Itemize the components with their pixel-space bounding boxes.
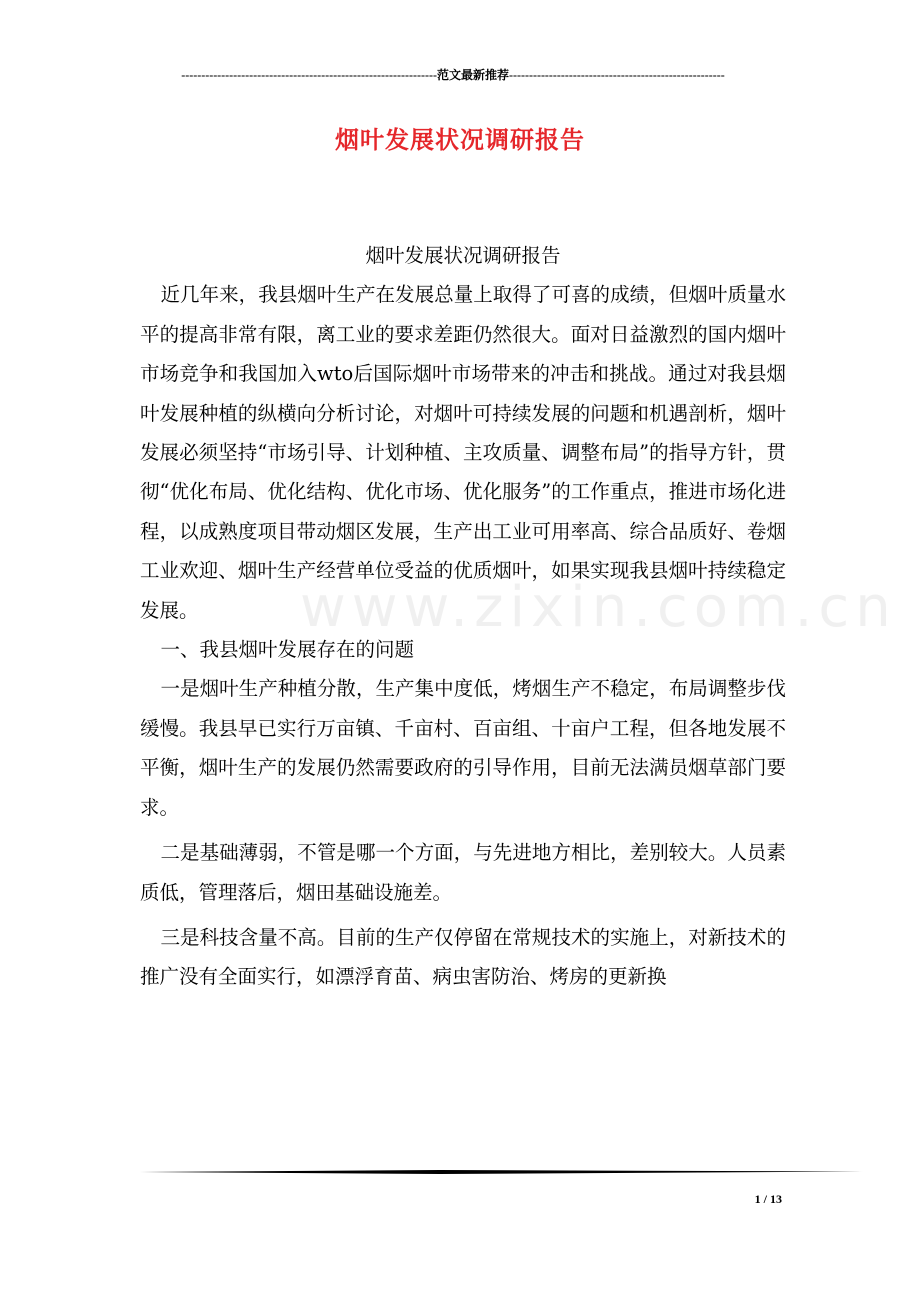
document-body bbox=[140, 236, 786, 997]
body-subtitle: 烟叶发展状况调研报告 bbox=[365, 244, 561, 267]
paragraph-intro: 近几年来，我县烟叶生产在发展总量上取得了可喜的成绩，但烟叶质量水平的提高非常有限，离工业的要求差距仍然很大。面对日益激烈的国内烟叶市场竞争和我国加入wto后国际烟叶市场带来的冲击和挑战。通过对我县烟叶发展种植的纵横向分析讨论，对烟叶可持续发展的问题和机遇剖析，烟叶发展必须坚持“市场引导、计划种植、主攻质量、调整布局”的指导方针，贯彻“优化布局、优化结构、优化市场、优化服务”的工作重点，推进市场化进程，以成熟度项目带动烟区发展，生产出工业可用率高、综合品质好、卷烟工业欢迎、烟叶生产经营单位受益的优质烟叶，如果实现我县烟叶持续稳定发展。 bbox=[140, 283, 786, 622]
section-heading: 一、我县烟叶发展存在的问题 bbox=[160, 638, 414, 662]
paragraph-problem-2: 二是基础薄弱，不管是哪一个方面，与先进地方相比，差别较大。人员素质低，管理落后，烟田基础设施差。 bbox=[140, 841, 786, 904]
watermark: www.zixin.com.cn bbox=[300, 575, 897, 640]
page-number: 1 / 13 bbox=[754, 1192, 782, 1206]
header-banner: ----------------------------------------------------------------范文最新推荐------------------------------------------------------ bbox=[181, 68, 725, 82]
paragraph-problem-1: 一是烟叶生产种植分散，生产集中度低，烤烟生产不稳定，布局调整步伐缓慢。我县早已实行万亩镇、千亩村、百亩组、十亩户工程，但各地发展不平衡，烟叶生产的发展仍然需要政府的引导作用，目前无法满员烟草部门要求。 bbox=[140, 677, 786, 819]
footer-rule bbox=[140, 1169, 863, 1175]
paragraph-problem-3: 三是科技含量不高。目前的生产仅停留在常规技术的实施上，对新技术的推广没有全面实行，如漂浮育苗、病虫害防治、烤房的更新换 bbox=[140, 925, 786, 989]
document-title: 烟叶发展状况调研报告 bbox=[335, 125, 585, 154]
